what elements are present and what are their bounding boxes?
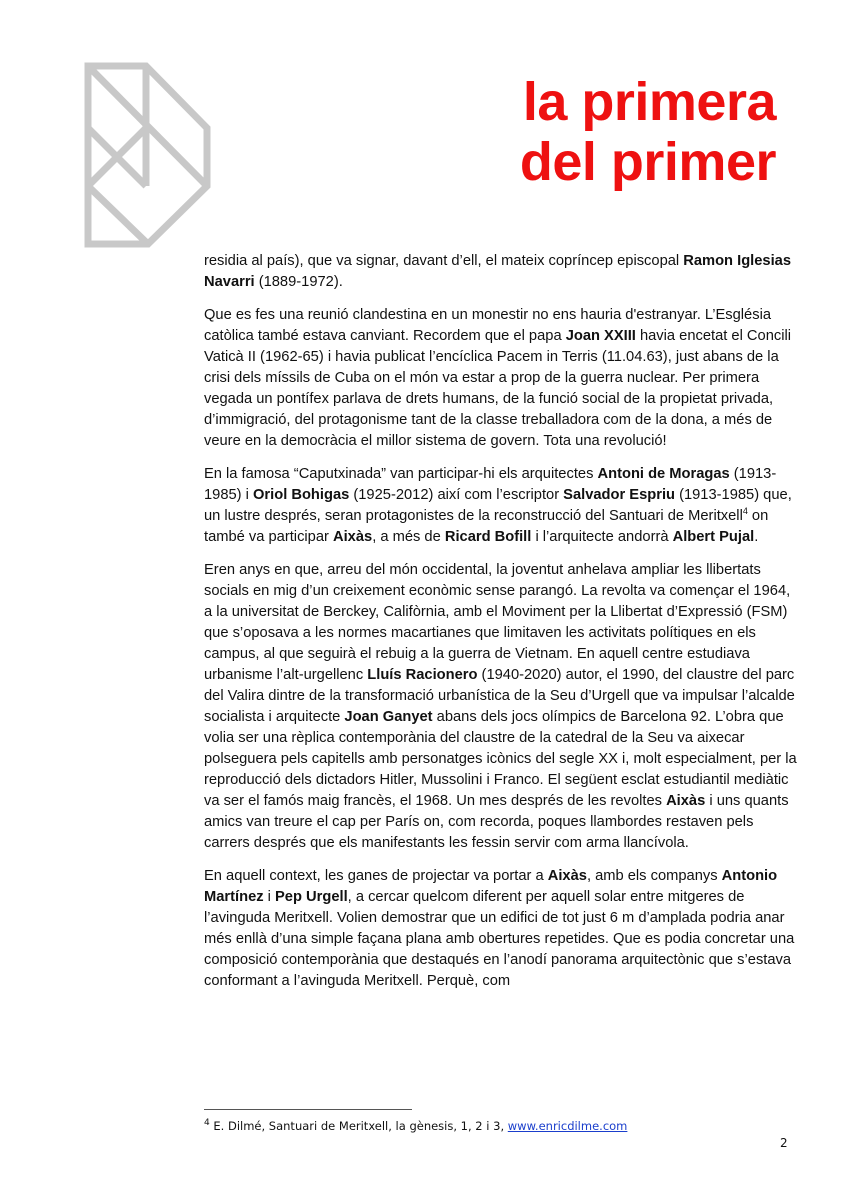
paragraph	[204, 464, 798, 548]
text-run: i uns quants amics van treure el cap per París on, com recorda, poques llambordes restaven pels carrers després que els manifestants les fessin servir com arma llancívola.	[204, 793, 789, 851]
bold-name: Antonio Martínez	[204, 868, 778, 905]
title-line-1: la primera	[522, 72, 776, 132]
bold-name: Oriol Bohigas	[253, 487, 350, 503]
text-run: , a cercar quelcom diferent per aquell solar entre mitgeres de l’avinguda Meritxell. Volien demostrar que un edifici de tot just 6 m d’amplada podria anar més enllà d’una simple façana plana amb obertures repetides. Que es podia concretar una composició contemporània que destaqués en l’anodí panorama arquitectònic que s’estava conformant a l’avinguda Meritxell. Perquè, com	[204, 889, 795, 989]
bold-name: Lluís Racionero	[367, 667, 478, 683]
bold-name: Aixàs	[547, 868, 587, 884]
text-run: (1913-1985) i	[204, 466, 777, 503]
text-run: .	[754, 529, 759, 545]
footnote-number: 4	[204, 1118, 210, 1129]
paragraph	[204, 251, 798, 293]
paragraph	[204, 866, 798, 992]
bold-name: Ramon Iglesias Navarri	[204, 253, 791, 290]
text-run: i	[263, 889, 276, 905]
page-title	[430, 72, 776, 192]
title-line-2: del primer	[519, 132, 776, 192]
bold-name: Joan Ganyet	[344, 709, 433, 725]
text-run: i l’arquitecte andorrà	[531, 529, 673, 545]
text-run: (1940-2020) autor, el 1990, del claustre del parc del Valira dintre de la transformació urbanística de la Seu d’Urgell que va impulsar l’alcalde socialista i arquitecte	[204, 667, 795, 725]
footnote-link[interactable]: www.enricdilme.com	[507, 1119, 628, 1133]
footnote-divider	[204, 1109, 412, 1110]
text-run: , amb els companys	[586, 868, 722, 884]
text-run: En aquell context, les ganes de projectar va portar a	[204, 868, 548, 884]
text-run: residia al país), que va signar, davant d’ell, el mateix copríncep episcopal	[204, 253, 684, 269]
text-run: abans dels jocs olímpics de Barcelona 92. L’obra que volia ser una rèplica contemporània del claustre de la catedral de la Seu va aixecar polseguera pels capitells amb personatges icònics del segle XX i, molt especialment, per la reproducció dels dictadors Hitler, Mussolini i Franco. El següent esclat estudiantil mediàtic va ser el famós maig francès, el 1968. Un mes després de les revoltes	[204, 709, 797, 809]
text-run: Eren anys en que, arreu del món occidental, la joventut anhelava ampliar les llibertats socials en mig d’un creixement econòmic sense parangó. La revolta va començar el 1964, a la universitat de Berckey, Califòrnia, amb el Moviment per la Llibertat d’Expressió (FSM) que s’oposava a les normes macartianes que limitaven les activitats polítiques en els campus, al que seguirà el rebuig a la guerra de Vietnam. En aquell centre estudiava urbanisme l’alt-urgellenc	[204, 562, 791, 683]
bold-name: Aixàs	[332, 529, 373, 545]
text-run: (1925-2012) així com l’escriptor	[349, 487, 564, 503]
text-run: , a més de	[372, 529, 445, 545]
footnote-ref: 4	[742, 506, 748, 517]
text-run: (1889-1972).	[254, 274, 343, 290]
bold-name: Pep Urgell	[275, 889, 348, 905]
paragraph	[204, 305, 798, 452]
bold-name: Ricard Bofill	[444, 529, 532, 545]
page-number: 2	[780, 1136, 788, 1150]
footnote	[204, 1118, 627, 1134]
bold-name: Salvador Espriu	[563, 487, 675, 503]
text-run: havia encetat el Concili Vaticà II (1962-65) i havia publicat l’encíclica Pacem in Terris (11.04.63), just abans de la crisi dels míssils de Cuba on el món va estar a prop de la guerra nuclear. Per primera vegada un pontífex parlava de drets humans, de la funció social de la propietat privada, d’immigració, del protagonisme tant de la classe treballadora com de la dona, a més de veure en la democràcia el millor sistema de govern. Tota una revolució!	[204, 328, 792, 449]
text-run: on també va participar	[204, 508, 769, 545]
text-run: (1913-1985) que, un lustre després, seran protagonistes de la reconstrucció del Santuari de Meritxell	[204, 487, 792, 524]
text-run: En la famosa “Caputxinada” van participar-hi els arquitectes	[204, 466, 598, 482]
body-text	[204, 251, 798, 1004]
text-run: Que es fes una reunió clandestina en un monestir no ens hauria d'estranyar. L’Església catòlica també estava canviant. Recordem que el papa	[204, 307, 771, 344]
paragraph	[204, 560, 798, 854]
bold-name: Antoni de Moragas	[597, 466, 730, 482]
bold-name: Albert Pujal	[672, 529, 755, 545]
logo-icon	[80, 58, 216, 250]
bold-name: Aixàs	[666, 793, 706, 809]
bold-name: Joan XXIII	[565, 328, 636, 344]
footnote-text: E. Dilmé, Santuari de Meritxell, la gènesis, 1, 2 i 3,	[209, 1119, 508, 1133]
